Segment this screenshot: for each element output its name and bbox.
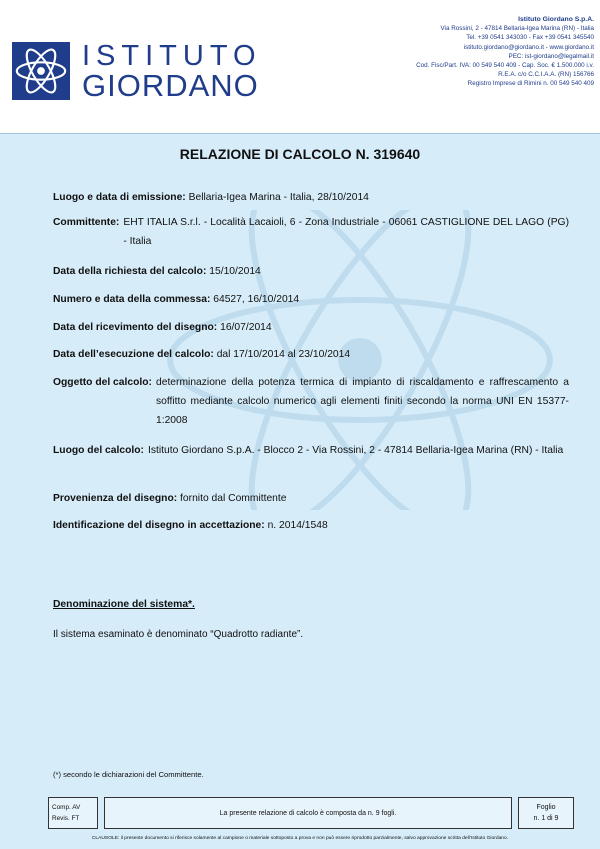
field-value: determinazione della potenza termica di impianto di riscaldamento e raffrescamento a soffitto mediante calcolo numerico agli elementi finiti secondo la norma UNI EN 15377-1:2008	[155, 377, 569, 426]
compiler-box	[48, 797, 98, 829]
field-value: EHT ITALIA S.r.l. - Località Lacaioli, 6 - Zona Industriale - 06061 CASTIGLIONE DEL LAGO (PG) - Italia	[123, 217, 569, 247]
company-email-web: istituto.giordano@giordano.it - www.giordano.it	[463, 43, 594, 51]
field-drawing-identification	[53, 516, 569, 535]
field-drawing-origin	[53, 489, 569, 508]
field-label: Oggetto del calcolo:	[53, 377, 152, 388]
field-value: 15/10/2014	[209, 266, 261, 277]
field-value: Bellaria-Igea Marina - Italia, 28/10/2014	[188, 192, 369, 203]
field-label: Numero e data della commessa:	[53, 294, 211, 305]
field-value: Istituto Giordano S.p.A. - Blocco 2 - Via Rossini, 2 - 47814 Bellaria-Igea Marina (RN) - Italia	[147, 445, 564, 456]
field-label: Provenienza del disegno:	[53, 493, 178, 504]
letterhead	[0, 0, 600, 133]
field-emission-place-date	[53, 188, 569, 207]
pages-note: La presente relazione di calcolo è composta da n. 9 fogli.	[219, 809, 397, 817]
report-title: RELAZIONE DI CALCOLO N. 319640	[179, 146, 421, 162]
field-label: Committente:	[53, 217, 120, 228]
field-label: Data della richiesta del calcolo:	[53, 266, 207, 277]
field-label: Identificazione del disegno in accettazione:	[53, 520, 265, 531]
company-rea: R.E.A. c/o C.C.I.A.A. (RN) 156766	[498, 71, 594, 79]
compiled-by: Comp. AV	[52, 804, 81, 811]
company-phone: Tel. +39 0541 343030 - Fax +39 0541 345540	[466, 34, 594, 42]
field-drawing-received-date	[53, 318, 569, 337]
field-label: Luogo e data di emissione:	[53, 192, 186, 203]
field-client	[53, 213, 569, 251]
field-label: Luogo del calcolo:	[53, 445, 144, 456]
atom-logo-icon	[12, 42, 70, 100]
field-value: fornito dal Committente	[180, 493, 287, 504]
company-pec: PEC: ist-giordano@legalmail.it	[508, 52, 594, 60]
field-label: Data del ricevimento del disegno:	[53, 322, 218, 333]
footnote: (*) secondo le dichiarazioni del Committente.	[53, 770, 204, 779]
field-calculation-dates	[53, 345, 569, 364]
company-registry: Registro Imprese di Rimini n. 00 549 540 409	[467, 80, 594, 88]
sheet-label: Foglio	[536, 804, 556, 811]
company-contact-block	[416, 15, 594, 89]
footer-boxes	[48, 797, 574, 829]
field-value: dal 17/10/2014 al 23/10/2014	[216, 349, 351, 360]
company-logo	[6, 36, 262, 106]
legal-clauses: CLAUSOLE: il presente documento si riferisce solamente al campione o materiale sottoposto a prova e non può essere riprodotto parzialmente, salvo approvazione scritta dell’Istituto Giordano.	[91, 836, 509, 841]
field-value: 16/07/2014	[220, 322, 272, 333]
field-label: Data dell’esecuzione del calcolo:	[53, 349, 214, 360]
system-name-heading: Denominazione del sistema*.	[53, 599, 195, 610]
system-name-text: Il sistema esaminato è denominato “Quadrotto radiante”.	[53, 629, 304, 640]
field-value: n. 2014/1548	[267, 520, 328, 531]
sheet-number: n. 1 di 9	[533, 815, 559, 822]
pages-note-box	[104, 797, 512, 829]
sheet-number-box	[518, 797, 574, 829]
field-value: 64527, 16/10/2014	[213, 294, 300, 305]
field-calculation-object	[53, 373, 569, 430]
field-request-date	[53, 262, 569, 281]
company-address: Via Rossini, 2 - 47814 Bellaria-Igea Marina (RN) - Italia	[440, 25, 594, 33]
revised-by: Revis. FT	[52, 815, 80, 822]
logo-wordmark-line1: ISTITUTO	[82, 40, 262, 72]
logo-wordmark-line2: GIORDANO	[82, 68, 259, 103]
company-tax-info: Cod. Fisc/Part. IVA: 00 549 540 409 - Cap. Soc. € 1.500.000 i.v.	[416, 62, 594, 70]
field-order-number-date	[53, 290, 569, 309]
field-calculation-place	[53, 441, 569, 460]
company-name: Istituto Giordano S.p.A.	[518, 16, 594, 23]
